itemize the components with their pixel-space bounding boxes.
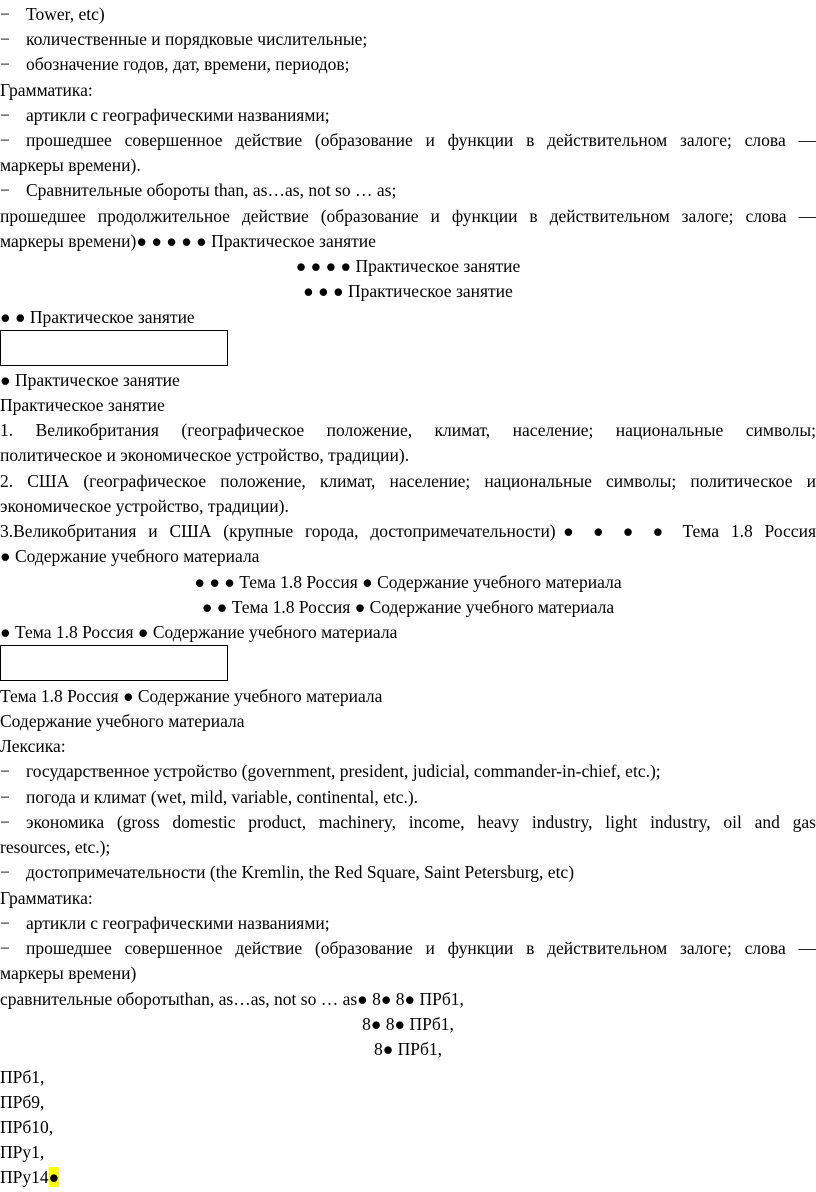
line-text: 3.Великобритания и США (крупные города, достопримечательности)● ● ● ● Тема 1.8 Россия bbox=[0, 521, 816, 541]
line-text: обозначение годов, дат, времени, периодов; bbox=[26, 54, 350, 74]
line-text: политическое и экономическое устройство, традиции). bbox=[0, 445, 410, 465]
section-heading: Грамматика: bbox=[0, 80, 93, 100]
list-item bbox=[0, 178, 816, 203]
line-text: сравнительные оборотыthan, as…as, not so … as● 8● 8● ПРб1, bbox=[0, 989, 464, 1009]
line-text: погода и климат (wet, mild, variable, continental, etc.). bbox=[26, 787, 419, 807]
list-dash: − bbox=[0, 4, 10, 24]
line-text: ● Тема 1.8 Россия ● Содержание учебного материала bbox=[0, 622, 398, 642]
section-heading: Лексика: bbox=[0, 736, 66, 756]
list-dash: − bbox=[0, 862, 10, 882]
list-dash: − bbox=[0, 130, 10, 150]
line-text: прошедшее совершенное действие (образование и функции в действительном залоге; слова — bbox=[26, 130, 816, 150]
list-item bbox=[0, 2, 816, 27]
line-text: прошедшее совершенное действие (образование и функции в действительном залоге; слова — bbox=[26, 938, 816, 958]
line-text: ● ● ● ● Практическое занятие bbox=[295, 256, 521, 276]
highlighted-bullet: ● bbox=[48, 1167, 60, 1187]
line-text: 8● ПРб1, bbox=[373, 1039, 443, 1059]
line-text: маркеры времени). bbox=[0, 155, 141, 175]
section-heading: Грамматика: bbox=[0, 888, 93, 908]
line-text: Тема 1.8 Россия ● Содержание учебного материала bbox=[0, 686, 383, 706]
list-dash: − bbox=[0, 938, 10, 958]
line-text: Содержание учебного материала bbox=[0, 711, 245, 731]
line-text: ПРб9, bbox=[0, 1092, 45, 1112]
line-text: ● ● Практическое занятие bbox=[0, 307, 195, 327]
line-text: маркеры времени) bbox=[0, 963, 137, 983]
line-text bbox=[0, 1165, 816, 1190]
line-text: прошедшее продолжительное действие (образование и функции в действительном залоге; слова — bbox=[0, 206, 816, 226]
list-dash: − bbox=[0, 180, 10, 200]
list-item bbox=[0, 103, 816, 128]
line-text: государственное устройство (government, president, judicial, commander-in-chief, etc.); bbox=[26, 761, 661, 781]
line-text: экономическое устройство, традиции). bbox=[0, 496, 289, 516]
line-text: resources, etc.); bbox=[0, 837, 111, 857]
line-text: 2. США (географическое положение, климат, население; национальные символы; политическое и bbox=[0, 471, 816, 491]
line-text: ● ● Тема 1.8 Россия ● Содержание учебного материала bbox=[201, 597, 615, 617]
list-dash: − bbox=[0, 105, 10, 125]
line-text: ● Содержание учебного материала bbox=[0, 546, 260, 566]
line-text: артикли с географическими названиями; bbox=[26, 913, 330, 933]
line-text: ПРб1, bbox=[0, 1067, 45, 1087]
list-dash: − bbox=[0, 812, 10, 832]
line-text: Tower, etc) bbox=[26, 4, 105, 24]
list-item bbox=[0, 785, 816, 810]
line-text: экономика (gross domestic product, machinery, income, heavy industry, light industry, oil and gas bbox=[26, 812, 816, 832]
list-item bbox=[0, 27, 816, 52]
list-dash: − bbox=[0, 787, 10, 807]
line-text: 1. Великобритания (географическое положение, климат, население; национальные символы; bbox=[0, 420, 816, 440]
list-dash: − bbox=[0, 761, 10, 781]
list-item bbox=[0, 759, 816, 784]
list-item bbox=[0, 810, 816, 835]
line-text: ● Практическое занятие bbox=[0, 370, 180, 390]
list-item bbox=[0, 52, 816, 77]
empty-table-cell bbox=[0, 330, 228, 366]
line-text: ● ● ● Тема 1.8 Россия ● Содержание учебного материала bbox=[194, 572, 622, 592]
list-dash: − bbox=[0, 913, 10, 933]
line-text: ПРу1, bbox=[0, 1142, 45, 1162]
list-item bbox=[0, 936, 816, 961]
line-text-span: ПРу14 bbox=[0, 1167, 49, 1187]
list-dash: − bbox=[0, 54, 10, 74]
list-dash: − bbox=[0, 29, 10, 49]
line-text: 8● 8● ПРб1, bbox=[362, 1014, 454, 1034]
list-item bbox=[0, 911, 816, 936]
line-text: Сравнительные обороты than, as…as, not so … as; bbox=[26, 180, 397, 200]
line-text: маркеры времени)● ● ● ● ● Практическое занятие bbox=[0, 231, 376, 251]
list-item bbox=[0, 860, 816, 885]
line-text: артикли с географическими названиями; bbox=[26, 105, 330, 125]
line-text: достопримечательности (the Kremlin, the Red Square, Saint Petersburg, etc) bbox=[26, 862, 575, 882]
line-text: ● ● ● Практическое занятие bbox=[303, 281, 513, 301]
list-item bbox=[0, 128, 816, 153]
line-text: количественные и порядковые числительные; bbox=[26, 29, 368, 49]
empty-table-cell bbox=[0, 645, 228, 681]
line-text: Практическое занятие bbox=[0, 395, 165, 415]
line-text: ПРб10, bbox=[0, 1117, 54, 1137]
